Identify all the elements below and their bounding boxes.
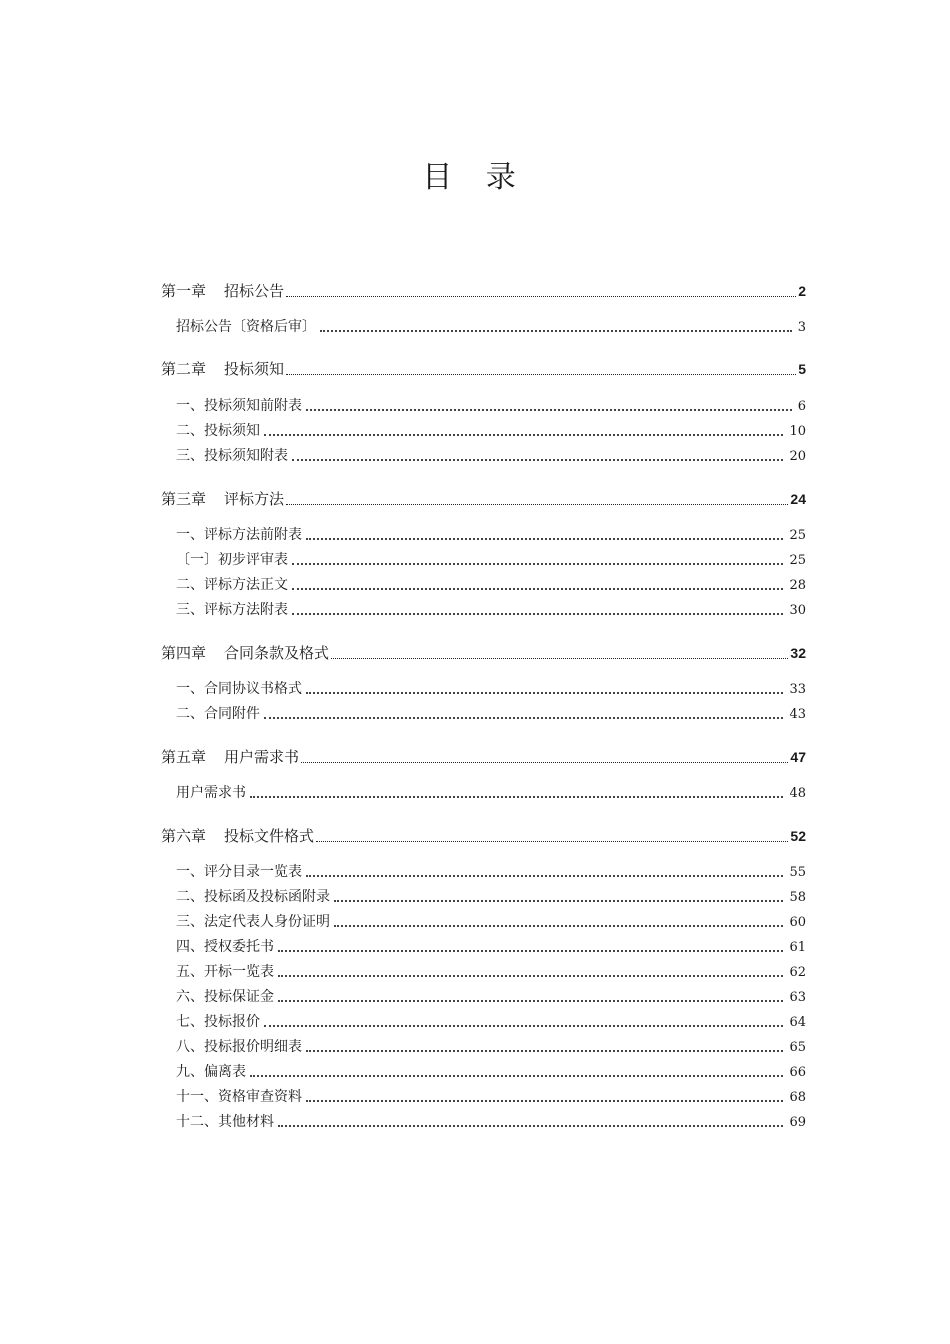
- dot-leader: [320, 329, 792, 332]
- toc-chapter-2[interactable]: [161, 358, 806, 379]
- toc-entry[interactable]: [176, 1061, 806, 1081]
- page-number: 62: [789, 965, 806, 980]
- page-number: 63: [789, 990, 806, 1005]
- entry-label: 四、授权委托书: [176, 939, 274, 955]
- dot-leader: [250, 1074, 783, 1077]
- chapter-title: 投标须知: [224, 360, 285, 378]
- toc-entry[interactable]: [176, 861, 806, 881]
- toc-entry[interactable]: [176, 703, 806, 723]
- page-number: 48: [789, 786, 806, 801]
- entry-label: 十一、资格审查资料: [176, 1089, 302, 1105]
- dot-leader: [286, 295, 796, 297]
- toc-entry[interactable]: [176, 395, 806, 415]
- page-number: 52: [790, 828, 806, 844]
- dot-leader: [278, 999, 783, 1002]
- chapter-title: 招标公告: [224, 282, 285, 300]
- entry-label: 三、投标须知附表: [176, 448, 288, 464]
- page-number: 60: [789, 915, 806, 930]
- dot-leader: [334, 924, 783, 927]
- toc-chapter-1[interactable]: [161, 280, 806, 301]
- dot-leader: [306, 691, 783, 694]
- page-number: 10: [789, 424, 806, 439]
- page-number: 24: [790, 491, 806, 507]
- chapter-number: 第二章: [161, 360, 207, 378]
- entry-label: 〔一〕初步评审表: [176, 552, 288, 568]
- dot-leader: [306, 408, 792, 411]
- page-number: 58: [789, 890, 806, 905]
- dot-leader: [292, 612, 783, 615]
- entry-label: 二、投标须知: [176, 423, 260, 439]
- page-number: 20: [789, 449, 806, 464]
- toc-entry[interactable]: [176, 886, 806, 906]
- toc-chapter-6[interactable]: [161, 825, 806, 846]
- toc-entry[interactable]: [176, 986, 806, 1006]
- entry-label: 一、评分目录一览表: [176, 864, 302, 880]
- chapter-number: 第六章: [161, 827, 207, 845]
- toc-entry[interactable]: [176, 549, 806, 569]
- dot-leader: [264, 1024, 783, 1027]
- page-number: 55: [789, 865, 806, 880]
- dot-leader: [301, 761, 788, 763]
- entry-label: 八、投标报价明细表: [176, 1039, 302, 1055]
- toc-entry[interactable]: [176, 961, 806, 981]
- page-title: 目 录: [422, 160, 528, 195]
- entry-label: 五、开标一览表: [176, 964, 274, 980]
- page-number: 28: [789, 578, 806, 593]
- toc-entry[interactable]: [176, 1011, 806, 1031]
- toc-entry[interactable]: [176, 782, 806, 802]
- page-number: 32: [790, 645, 806, 661]
- entry-label: 一、评标方法前附表: [176, 527, 302, 543]
- entry-label: 二、评标方法正文: [176, 577, 288, 593]
- dot-leader: [278, 949, 783, 952]
- page-number: 30: [789, 603, 806, 618]
- page-number: 66: [789, 1065, 806, 1080]
- toc-chapter-4[interactable]: [161, 642, 806, 663]
- page-number: 3: [797, 320, 806, 335]
- dot-leader: [306, 874, 783, 877]
- dot-leader: [250, 795, 783, 798]
- toc-chapter-5[interactable]: [161, 746, 806, 767]
- page-number: 5: [798, 361, 806, 377]
- toc-entry[interactable]: [176, 911, 806, 931]
- page-number: 68: [789, 1090, 806, 1105]
- dot-leader: [292, 458, 783, 461]
- entry-label: 用户需求书: [176, 785, 246, 801]
- toc-entry[interactable]: [176, 574, 806, 594]
- dot-leader: [286, 503, 788, 505]
- toc-entry[interactable]: [176, 524, 806, 544]
- dot-leader: [306, 1049, 783, 1052]
- dot-leader: [264, 433, 783, 436]
- page-number: 61: [789, 940, 806, 955]
- toc-chapter-3[interactable]: [161, 488, 806, 509]
- entry-label: 六、投标保证金: [176, 989, 274, 1005]
- entry-label: 招标公告〔资格后审〕: [176, 319, 316, 335]
- chapter-title: 用户需求书: [224, 748, 300, 766]
- toc-entry[interactable]: [176, 420, 806, 440]
- dot-leader: [278, 1124, 783, 1127]
- page-number: 64: [789, 1015, 806, 1030]
- dot-leader: [331, 657, 788, 659]
- dot-leader: [264, 716, 783, 719]
- chapter-number: 第一章: [161, 282, 207, 300]
- toc-entry[interactable]: [176, 936, 806, 956]
- dot-leader: [306, 537, 783, 540]
- chapter-title: 投标文件格式: [224, 827, 315, 845]
- chapter-title: 评标方法: [224, 490, 285, 508]
- dot-leader: [286, 373, 796, 375]
- toc-entry[interactable]: [176, 599, 806, 619]
- page-number: 2: [798, 283, 806, 299]
- entry-label: 九、偏离表: [176, 1064, 246, 1080]
- chapter-number: 第五章: [161, 748, 207, 766]
- toc-entry[interactable]: [176, 1036, 806, 1056]
- entry-label: 二、合同附件: [176, 706, 260, 722]
- page-number: 47: [790, 749, 806, 765]
- page-number: 65: [789, 1040, 806, 1055]
- chapter-number: 第三章: [161, 490, 207, 508]
- entry-label: 十二、其他材料: [176, 1114, 274, 1130]
- chapter-title: 合同条款及格式: [224, 644, 330, 662]
- toc-entry[interactable]: [176, 1111, 806, 1131]
- page-number: 69: [789, 1115, 806, 1130]
- toc-entry[interactable]: [176, 445, 806, 465]
- entry-label: 一、合同协议书格式: [176, 681, 302, 697]
- chapter-number: 第四章: [161, 644, 207, 662]
- page-number: 33: [789, 682, 806, 697]
- toc-entry[interactable]: [176, 316, 806, 336]
- page-number: 25: [789, 528, 806, 543]
- entry-label: 三、法定代表人身份证明: [176, 914, 330, 930]
- page-number: 6: [797, 399, 806, 414]
- dot-leader: [334, 899, 783, 902]
- toc-entry[interactable]: [176, 1086, 806, 1106]
- dot-leader: [292, 562, 783, 565]
- entry-label: 三、评标方法附表: [176, 602, 288, 618]
- dot-leader: [316, 840, 788, 842]
- entry-label: 七、投标报价: [176, 1014, 260, 1030]
- page-number: 43: [789, 707, 806, 722]
- page-number: 25: [789, 553, 806, 568]
- entry-label: 一、投标须知前附表: [176, 398, 302, 414]
- dot-leader: [306, 1099, 783, 1102]
- entry-label: 二、投标函及投标函附录: [176, 889, 330, 905]
- dot-leader: [278, 974, 783, 977]
- dot-leader: [292, 587, 783, 590]
- toc-entry[interactable]: [176, 678, 806, 698]
